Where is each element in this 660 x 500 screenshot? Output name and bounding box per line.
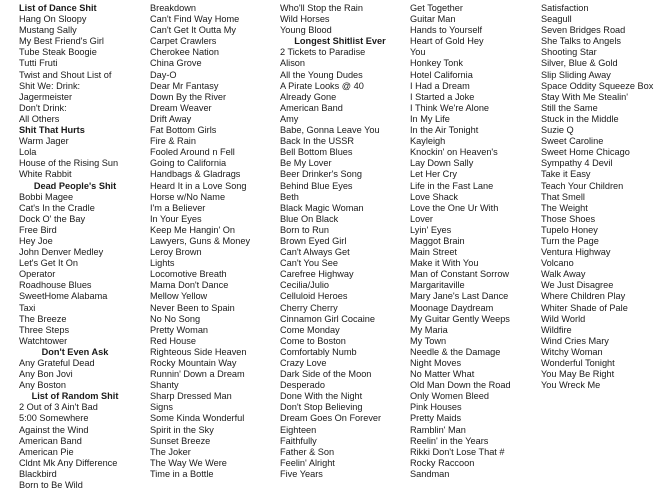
song-item: Heard It in a Love Song [150, 180, 247, 191]
song-item: Red House [150, 335, 196, 346]
song-item: Seagull [541, 14, 572, 25]
song-item: Margaritaville [410, 280, 465, 291]
song-item: Pretty Woman [150, 324, 209, 335]
song-item: Faithfully [280, 435, 317, 446]
song-item: Mary Jane's Last Dance [410, 291, 509, 302]
song-item: Watchtower [19, 335, 68, 346]
section-heading: List of Random Shit [31, 391, 119, 402]
song-item: All Others [19, 113, 60, 124]
song-item: Black Magic Woman [280, 202, 364, 213]
song-item: Shit We: Drink: [19, 80, 81, 91]
song-item: Come to Boston [280, 335, 346, 346]
song-item: Fooled Around n Fell [150, 147, 235, 158]
song-item: I Think We're Alone [410, 102, 490, 113]
song-item: Wild Horses [280, 14, 330, 25]
song-item: Sunset Breeze [150, 435, 211, 446]
song-item: Eighteen [280, 424, 317, 435]
song-item: Wind Cries Mary [541, 335, 609, 346]
song-item: American Band [280, 102, 343, 113]
song-item: Shanty [150, 380, 179, 391]
song-item: Those Shoes [541, 213, 596, 224]
song-item: Mama Don't Dance [150, 280, 229, 291]
song-item: Hey Joe [19, 235, 53, 246]
song-item: Rocky Raccoon [410, 457, 475, 468]
song-item: My Town [410, 335, 447, 346]
song-item: Never Been to Spain [150, 302, 235, 313]
song-item: Knockin' on Heaven's [410, 147, 498, 158]
song-item: Carpet Crawlers [150, 36, 217, 47]
song-item: You May Be Right [541, 369, 615, 380]
song-item: In My Life [410, 113, 450, 124]
song-item: Fire & Rain [150, 136, 196, 147]
song-item: Carefree Highway [280, 269, 354, 280]
song-item: Suzie Q [541, 125, 574, 136]
song-item: Taxi [19, 302, 36, 313]
song-item: That Smell [541, 191, 585, 202]
song-item: Stuck in the Middle [541, 113, 619, 124]
song-item: Comfortably Numb [280, 346, 357, 357]
song-item: She Talks to Angels [541, 36, 622, 47]
song-item: Moonage Daydream [410, 302, 494, 313]
song-item: Cherry Cherry [280, 302, 338, 313]
song-item: Dream Weaver [150, 102, 212, 113]
song-item: Young Blood [280, 25, 332, 36]
song-item: In Your Eyes [150, 213, 202, 224]
song-item: Space Oddity Squeeze Box [541, 80, 654, 91]
song-item: House of the Rising Sun [19, 158, 119, 169]
song-item: American Band [19, 435, 82, 446]
song-item: Sandman [410, 468, 450, 479]
song-item: Brown Eyed Girl [280, 235, 347, 246]
song-item: Cecilia/Julio [280, 280, 330, 291]
song-item: Dark Side of the Moon [280, 369, 372, 380]
song-item: Day-O [150, 69, 177, 80]
column-1 [19, 3, 131, 491]
song-item: Lights [150, 258, 175, 269]
song-item: Pretty Maids [410, 413, 462, 424]
song-item: Keep Me Hangin' On [150, 224, 236, 235]
song-item: Let's Get It On [19, 258, 78, 269]
song-item: Cinnamon Girl Cocaine [280, 313, 375, 324]
song-item: Babe, Gonna Leave You [280, 125, 380, 136]
column-4 [410, 3, 530, 480]
column-5 [541, 3, 659, 391]
song-item: Bobbi Magee [19, 191, 74, 202]
song-item: Blackbird [19, 468, 57, 479]
song-item: The Way We Were [150, 457, 227, 468]
song-item: Rikki Don't Lose That # [410, 446, 505, 457]
song-item: Hotel California [410, 69, 473, 80]
song-item: Leroy Brown [150, 247, 202, 258]
song-item: Maggot Brain [410, 235, 465, 246]
song-item: Seven Bridges Road [541, 25, 626, 36]
song-item: Old Man Down the Road [410, 380, 511, 391]
song-item: Already Gone [280, 91, 337, 102]
song-item: My Guitar Gently Weeps [410, 313, 510, 324]
song-item: Breakdown [150, 3, 196, 13]
song-item: Back In the USSR [280, 136, 355, 147]
song-item: Ventura Highway [541, 247, 611, 258]
song-item: Born to Run [280, 224, 330, 235]
song-item: Stay With Me Stealin' [541, 91, 629, 102]
song-item: Hang On Sloopy [19, 14, 87, 25]
song-item: SweetHome Alabama [19, 291, 108, 302]
song-item: Come Monday [280, 324, 340, 335]
song-item: Man of Constant Sorrow [410, 269, 510, 280]
song-item: Hands to Yourself [410, 25, 483, 36]
song-item: 2 Tickets to Paradise [280, 47, 366, 58]
song-item: Cat's In the Cradle [19, 202, 95, 213]
song-item: Only Women Bleed [410, 391, 489, 402]
song-item: Mellow Yellow [150, 291, 208, 302]
song-item: The Breeze [19, 313, 67, 324]
song-item: Pink Houses [410, 402, 462, 413]
song-item: Bell Bottom Blues [280, 147, 353, 158]
song-item: Still the Same [541, 102, 598, 113]
song-item: Wild World [541, 313, 586, 324]
song-item: American Pie [19, 446, 74, 457]
song-item: Jagermeister [19, 91, 73, 102]
song-item: Lyin' Eyes [410, 224, 452, 235]
song-item: Spirit in the Sky [150, 424, 214, 435]
song-item: Signs [150, 402, 173, 413]
song-item: Wildfire [541, 324, 572, 335]
song-item: Dock O' the Bay [19, 213, 86, 224]
song-item: Horse w/No Name [150, 191, 226, 202]
song-item: I'm a Believer [150, 202, 206, 213]
song-item: Get Together [410, 3, 463, 13]
song-item: Tutti Fruti [19, 58, 58, 69]
song-item: Any Bon Jovi [19, 369, 73, 380]
song-item: Against the Wind [19, 424, 89, 435]
song-item: Wonderful Tonight [541, 358, 615, 368]
song-item: Righteous Side Heaven [150, 346, 247, 357]
song-item: Night Moves [410, 358, 462, 368]
song-item: John Denver Medley [19, 247, 104, 258]
song-item: Life in the Fast Lane [410, 180, 494, 191]
song-item: Mustang Sally [19, 25, 77, 36]
song-item: Sweet Home Chicago [541, 147, 630, 158]
song-item: Fat Bottom Girls [150, 125, 217, 136]
song-item: Any Boston [19, 380, 66, 391]
song-item: Main Street [410, 247, 457, 258]
song-item: Time in a Bottle [150, 468, 214, 479]
song-item: Can't You See [280, 258, 338, 269]
song-item: Tube Steak Boogie [19, 47, 97, 58]
song-item: Drift Away [150, 113, 192, 124]
song-item: Down By the River [150, 91, 227, 102]
song-item: Where Children Play [541, 291, 626, 302]
section-heading: Don't Even Ask [41, 346, 109, 357]
song-item: Desperado [280, 380, 325, 391]
song-item: Three Steps [19, 324, 70, 335]
song-item: Don't Drink: [19, 102, 67, 113]
song-item: My Maria [410, 324, 448, 335]
song-item: I Started a Joke [410, 91, 475, 102]
song-item: 2 Out of 3 Ain't Bad [19, 402, 98, 413]
section-heading: Longest Shitlist Ever [294, 36, 386, 47]
song-item: Blue On Black [280, 213, 339, 224]
song-item: Love the One Ur With [410, 202, 499, 213]
song-item: Love Shack [410, 191, 459, 202]
song-item: Heart of Gold Hey [410, 36, 484, 47]
song-item: Sweet Caroline [541, 136, 604, 147]
song-item: Locomotive Breath [150, 269, 227, 280]
song-item: Be My Lover [280, 158, 332, 169]
song-item: Reelin' in the Years [410, 435, 489, 446]
song-item: You Wreck Me [541, 380, 601, 391]
song-item: Crazy Love [280, 358, 327, 368]
song-item: Handbags & Gladrags [150, 169, 241, 180]
column-2 [150, 3, 268, 480]
song-item: No No Song [150, 313, 201, 324]
song-item: Born to Be Wild [19, 480, 83, 491]
song-item: Take it Easy [541, 169, 591, 180]
song-item: Volcano [541, 258, 574, 269]
song-item: Who'll Stop the Rain [280, 3, 363, 13]
song-item: Sharp Dressed Man [150, 391, 232, 402]
song-item: Done With the Night [280, 391, 363, 402]
song-item: Beer Drinker's Song [280, 169, 362, 180]
song-item: Some Kinda Wonderful [150, 413, 245, 424]
song-item: Sympathy 4 Devil [541, 158, 613, 169]
song-item: Five Years [280, 468, 323, 479]
song-item: You [410, 47, 426, 58]
song-item: Lover [410, 213, 433, 224]
song-item: Runnin' Down a Dream [150, 369, 245, 380]
song-item: No Matter What [410, 369, 475, 380]
song-item: Lola [19, 147, 37, 158]
song-item: Witchy Woman [541, 346, 603, 357]
song-item: Honkey Tonk [410, 58, 463, 69]
section-heading: Dead People's Shit [33, 180, 117, 191]
song-item: Silver, Blue & Gold [541, 58, 618, 69]
song-item: Father & Son [280, 446, 335, 457]
song-item: Can't Always Get [280, 247, 350, 258]
song-item: Alison [280, 58, 306, 69]
song-item: Dear Mr Fantasy [150, 80, 219, 91]
song-item: My Best Friend's Girl [19, 36, 104, 47]
song-item: Shooting Star [541, 47, 597, 58]
song-item: Operator [19, 269, 56, 280]
song-item: Dream Goes On Forever [280, 413, 382, 424]
song-item: Beth [280, 191, 299, 202]
song-item: We Just Disagree [541, 280, 614, 291]
song-item: Slip Sliding Away [541, 69, 611, 80]
song-item: Walk Away [541, 269, 586, 280]
song-item: China Grove [150, 58, 202, 69]
song-item: A Pirate Looks @ 40 [280, 80, 364, 91]
song-item: Turn the Page [541, 235, 599, 246]
song-item: Don't Stop Believing [280, 402, 363, 413]
song-item: Going to California [150, 158, 227, 169]
song-item: Guitar Man [410, 14, 456, 25]
section-heading: List of Dance Shit [19, 3, 97, 13]
song-item: Can't Get It Outta My [150, 25, 237, 36]
song-item: Let Her Cry [410, 169, 457, 180]
song-item: Make it With You [410, 258, 479, 269]
song-item: Warm Jager [19, 136, 69, 147]
column-3 [280, 3, 400, 480]
song-item: Feelin' Alright [280, 457, 335, 468]
song-item: Any Grateful Dead [19, 358, 95, 368]
song-item: The Weight [541, 202, 588, 213]
song-item: Behind Blue Eyes [280, 180, 353, 191]
song-item: I Had a Dream [410, 80, 470, 91]
song-item: Satisfaction [541, 3, 589, 13]
song-item: Kayleigh [410, 136, 446, 147]
song-item: Whiter Shade of Pale [541, 302, 628, 313]
song-item: Roadhouse Blues [19, 280, 92, 291]
song-item: White Rabbit [19, 169, 72, 180]
song-item: Rocky Mountain Way [150, 358, 237, 368]
song-item: Cherokee Nation [150, 47, 219, 58]
song-item: All the Young Dudes [280, 69, 363, 80]
song-item: Teach Your Children [541, 180, 624, 191]
section-heading: Shit That Hurts [19, 125, 85, 136]
song-item: Lay Down Sally [410, 158, 474, 169]
song-item: Cldnt Mk Any Difference [19, 457, 118, 468]
song-item: Tupelo Honey [541, 224, 598, 235]
song-item: Amy [280, 113, 299, 124]
song-item: In the Air Tonight [410, 125, 479, 136]
song-item: 5:00 Somewhere [19, 413, 89, 424]
song-item: Lawyers, Guns & Money [150, 235, 251, 246]
song-item: Needle & the Damage [410, 346, 501, 357]
song-item: Twist and Shout List of [19, 69, 112, 80]
song-item: Free Bird [19, 224, 57, 235]
song-item: Celluloid Heroes [280, 291, 348, 302]
song-item: The Joker [150, 446, 191, 457]
song-item: Ramblin' Man [410, 424, 466, 435]
song-item: Can't Find Way Home [150, 14, 240, 25]
